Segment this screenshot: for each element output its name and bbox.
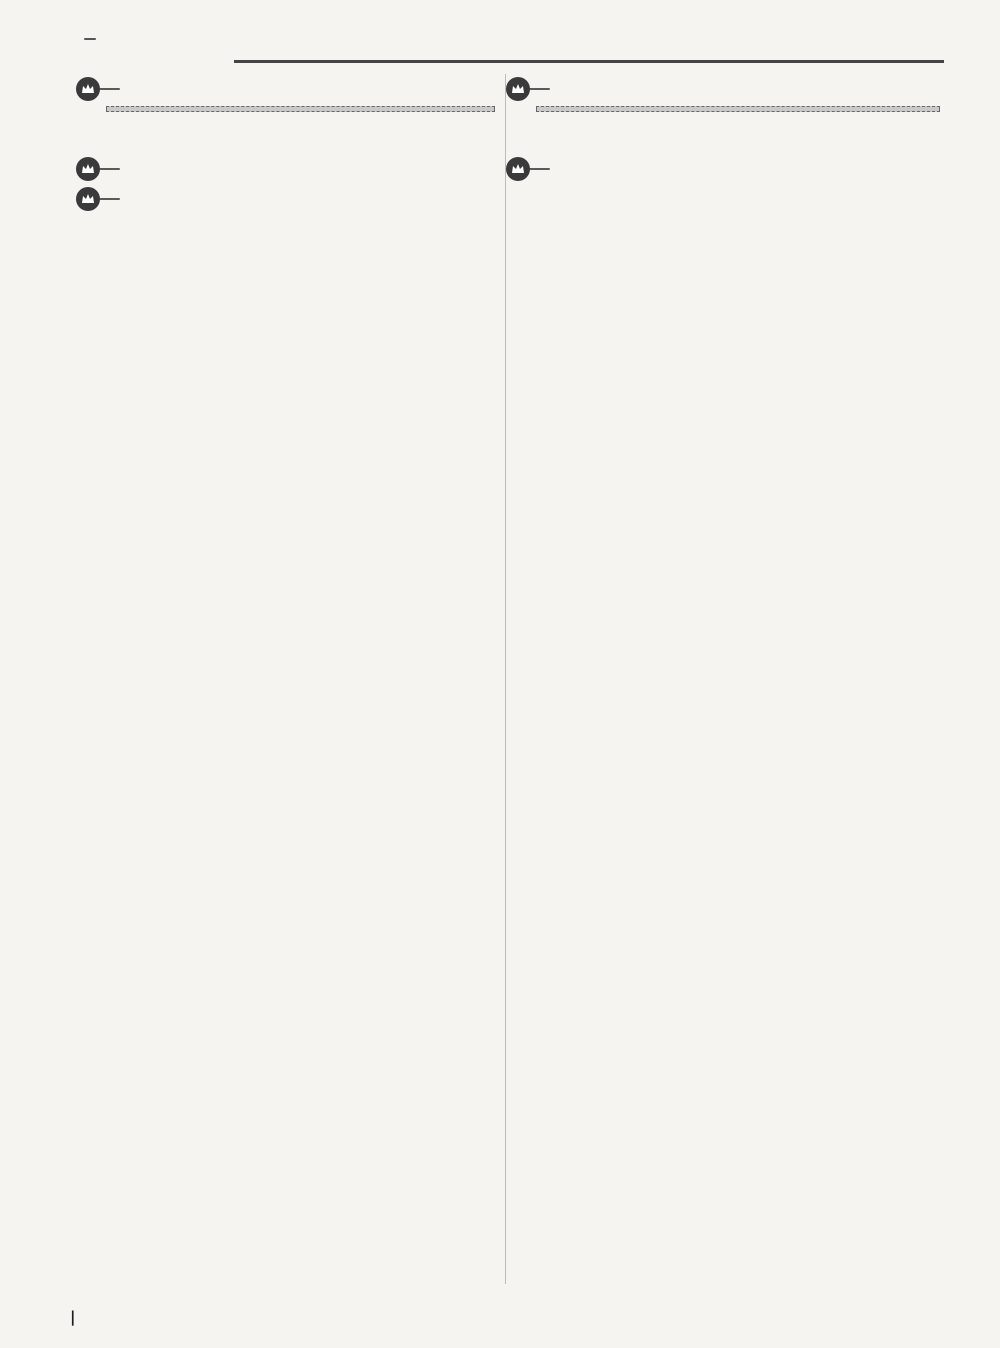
crown-icon [76,77,100,101]
page-footer [70,1306,75,1328]
crown-icon [76,157,100,181]
lesson-title [134,122,495,148]
section-header [506,156,940,182]
crown-icon [76,187,100,211]
header-rule [234,60,944,63]
crown-icon [506,77,530,101]
lesson-title [564,122,940,148]
section-header [76,186,495,212]
section-header [76,76,495,102]
tip-box [536,106,940,112]
tip-box [106,106,495,112]
footer-separator: | [70,1308,76,1326]
logo-subtitle [84,38,96,40]
left-column [90,74,495,216]
top-header [64,24,944,54]
section-header [76,156,495,182]
section-header [506,76,940,102]
book-logo [64,26,96,52]
right-column [520,74,940,186]
crown-icon [506,157,530,181]
column-divider [505,74,506,1284]
